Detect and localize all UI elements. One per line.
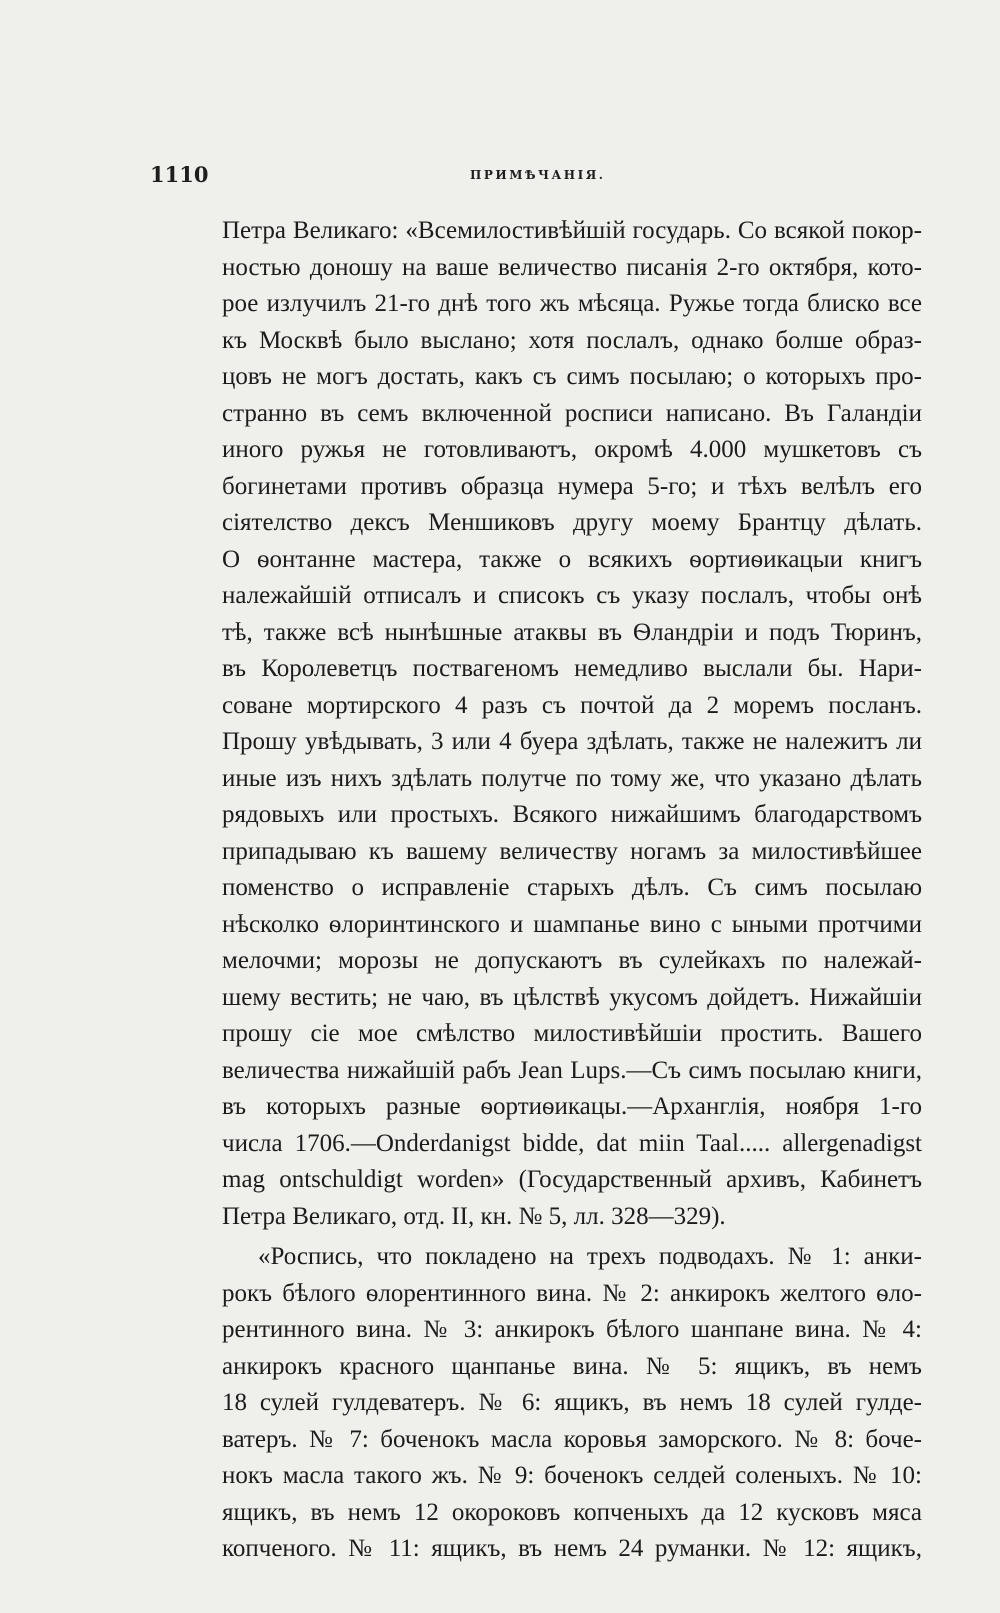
- text-line: ностью доношу на ваше величество писанія 2-го октября, кото-: [222, 253, 922, 281]
- text-line: иные изъ нихъ здѣлать полутче по тому же, что указано дѣлать: [222, 764, 922, 792]
- text-line: нокъ масла такого жъ. № 9: боченокъ селдей соленыхъ. № 10:: [222, 1462, 922, 1489]
- text-line: тѣ, также всѣ нынѣшные атаквы въ Ѳландріи и подъ Тюринъ,: [222, 618, 922, 646]
- text-line: величества нижайшій рабъ Jean Lups.—Съ симъ посылаю книги,: [222, 1056, 922, 1084]
- text-line: 18 сулей гулдеватеръ. № 6: ящикъ, въ немъ 18 сулей гулде-: [222, 1389, 922, 1416]
- text-line: въ которыхъ разные ѳортиѳикацы.—Арханглія, ноября 1-го: [222, 1093, 922, 1120]
- text-line: «Роспись, что покладено на трехъ подводахъ. № 1: анки-: [258, 1243, 922, 1270]
- paragraph-1: [222, 213, 922, 1235]
- text-line: припадываю къ вашему величеству ногамъ за милостивѣйшее: [222, 837, 922, 865]
- text-line: иного ружья не готовливаютъ, окромѣ 4.000 мушкетовъ съ: [222, 436, 922, 463]
- text-line: прошу сіе мое смѣлство милостивѣйшіи простить. Вашего: [222, 1020, 922, 1047]
- text-line: рядовыхъ или простыхъ. Всякого нижайшимъ благодарствомъ: [222, 801, 922, 828]
- paragraph-2: [222, 1239, 922, 1568]
- text-line: рое излучилъ 21-го днѣ того жъ мѣсяца. Ружье тогда блиско все: [222, 290, 922, 317]
- text-line: рентинного вина. № 3: анкирокъ бѣлого шанпане вина. № 4:: [222, 1316, 922, 1343]
- text-line: рокъ бѣлого ѳлорентинного вина. № 2: анкирокъ желтого ѳло-: [222, 1279, 922, 1307]
- text-line: Петра Великаго: «Всемилостивѣйшій государь. Со всякой покор-: [222, 217, 922, 244]
- text-line: ватеръ. № 7: боченокъ масла коровья заморского. № 8: боче-: [222, 1425, 922, 1453]
- page-number: 1110: [150, 162, 209, 187]
- text-line: анкирокъ красного щанпанье вина. № 5: ящикъ, въ немъ: [222, 1352, 922, 1380]
- text-line: богинетами противъ образца нумера 5-го; и тѣхъ велѣлъ его: [222, 472, 922, 500]
- text-line: шему вестить; не чаю, въ цѣлствѣ укусомъ дойдетъ. Нижайшіи: [222, 983, 922, 1011]
- text-line: копченого. № 11: ящикъ, въ немъ 24 руманки. № 12: ящикъ,: [222, 1535, 922, 1562]
- text-line: mag ontschuldigt worden» (Государственный архивъ, Кабинетъ: [222, 1166, 922, 1193]
- running-head: ПРИМѢЧАНІЯ.: [470, 168, 606, 182]
- body-text: [222, 213, 922, 1568]
- text-line: Петра Великаго, отд. II, кн. № 5, лл. 328—329).: [222, 1202, 726, 1230]
- text-line: цовъ не могъ достать, какъ съ симъ посылаю; о которыхъ про-: [222, 363, 922, 390]
- text-line: мелочми; морозы не допускаютъ въ сулейкахъ по належай-: [222, 947, 922, 974]
- text-line: странно въ семъ включенной росписи написано. Въ Галандіи: [222, 399, 922, 427]
- text-line: соване мортирского 4 разъ съ почтой да 2 моремъ посланъ.: [222, 691, 922, 719]
- text-line: нѣсколко ѳлоринтинского и шампанье вино с ыными протчими: [222, 910, 922, 938]
- text-line: О ѳонтанне мастера, также о всякихъ ѳортиѳикацыи книгъ: [222, 545, 922, 573]
- text-line: къ Москвѣ было выслано; хотя послалъ, однако болше образ-: [222, 326, 922, 354]
- text-line: ящикъ, въ немъ 12 окороковъ копченыхъ да 12 кусковъ мяса: [222, 1498, 922, 1526]
- text-line: Прошу увѣдывать, 3 или 4 буера здѣлать, также не належитъ ли: [222, 728, 922, 755]
- text-line: поменство о исправленіе старыхъ дѣлъ. Съ симъ посылаю: [222, 874, 922, 901]
- text-line: сіятелство дексъ Меншиковъ другу моему Брантцу дѣлать.: [222, 509, 922, 536]
- text-line: числа 1706.—Onderdanigst bidde, dat miin Taal..... allergenadigst: [222, 1129, 922, 1157]
- text-line: въ Королеветцъ поствагеномъ немедливо выслали бы. Нари-: [222, 655, 922, 682]
- text-line: належайшій отписалъ и списокъ съ указу послалъ, чтобы онѣ: [222, 582, 922, 609]
